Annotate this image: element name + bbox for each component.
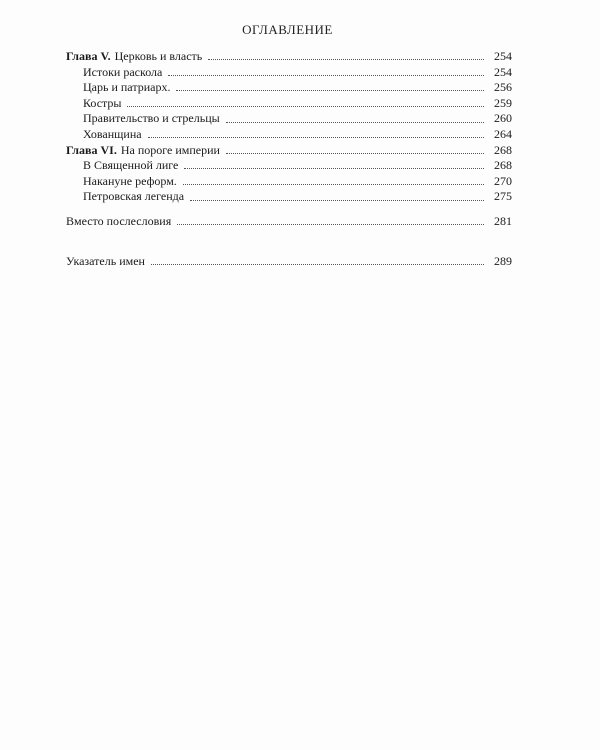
dot-leader <box>183 184 484 185</box>
toc-chapter-6[interactable] <box>66 143 512 159</box>
toc-section[interactable] <box>66 80 512 96</box>
page-number: 256 <box>494 80 512 95</box>
section-title: Истоки раскола <box>83 64 163 79</box>
dot-leader <box>226 153 484 154</box>
index-title: Указатель имен <box>66 253 145 268</box>
dot-leader <box>168 75 484 76</box>
section-title: В Священной лиге <box>83 158 179 173</box>
afterword-title: Вместо послесловия <box>66 213 172 228</box>
page-number: 260 <box>494 111 512 126</box>
page-number: 289 <box>494 253 512 268</box>
toc-section[interactable] <box>66 65 512 81</box>
toc-heading: ОГЛАВЛЕНИЕ <box>242 22 333 37</box>
page-number: 259 <box>494 95 512 110</box>
table-of-contents <box>66 49 512 269</box>
chapter-title: На пороге империи <box>120 142 220 157</box>
toc-section[interactable] <box>66 111 512 127</box>
spacer <box>66 230 512 254</box>
page-number: 268 <box>494 158 512 173</box>
dot-leader <box>184 168 484 169</box>
dot-leader <box>208 59 484 60</box>
toc-section[interactable] <box>66 174 512 190</box>
toc-section[interactable] <box>66 158 512 174</box>
dot-leader <box>148 137 484 138</box>
dot-leader <box>177 224 484 225</box>
toc-index[interactable] <box>66 254 512 270</box>
toc-afterword[interactable] <box>66 214 512 230</box>
page-number: 254 <box>494 64 512 79</box>
dot-leader <box>151 264 484 265</box>
dot-leader <box>127 106 484 107</box>
chapter-prefix: Глава VI. <box>66 142 117 157</box>
page-number: 264 <box>494 126 512 141</box>
section-title: Костры <box>83 95 122 110</box>
section-title: Петровская легенда <box>83 189 185 204</box>
chapter-title: Церковь и власть <box>114 49 203 63</box>
section-title: Царь и патриарх. <box>83 80 171 95</box>
section-title: Правительство и стрельцы <box>83 111 220 126</box>
dot-leader <box>176 90 484 91</box>
toc-section[interactable] <box>66 96 512 112</box>
toc-section[interactable] <box>66 189 512 205</box>
dot-leader <box>226 122 484 123</box>
section-title: Хованщина <box>83 126 142 141</box>
toc-chapter-5[interactable] <box>66 49 512 65</box>
spacer <box>66 205 512 214</box>
page-number: 281 <box>494 213 512 228</box>
dot-leader <box>190 200 484 201</box>
page-number: 270 <box>494 173 512 188</box>
page-number: 268 <box>494 142 512 157</box>
section-title: Накануне реформ. <box>83 173 177 188</box>
page-number: 275 <box>494 189 512 204</box>
chapter-prefix: Глава V. <box>66 49 111 63</box>
toc-section[interactable] <box>66 127 512 143</box>
page-number: 254 <box>494 49 512 63</box>
